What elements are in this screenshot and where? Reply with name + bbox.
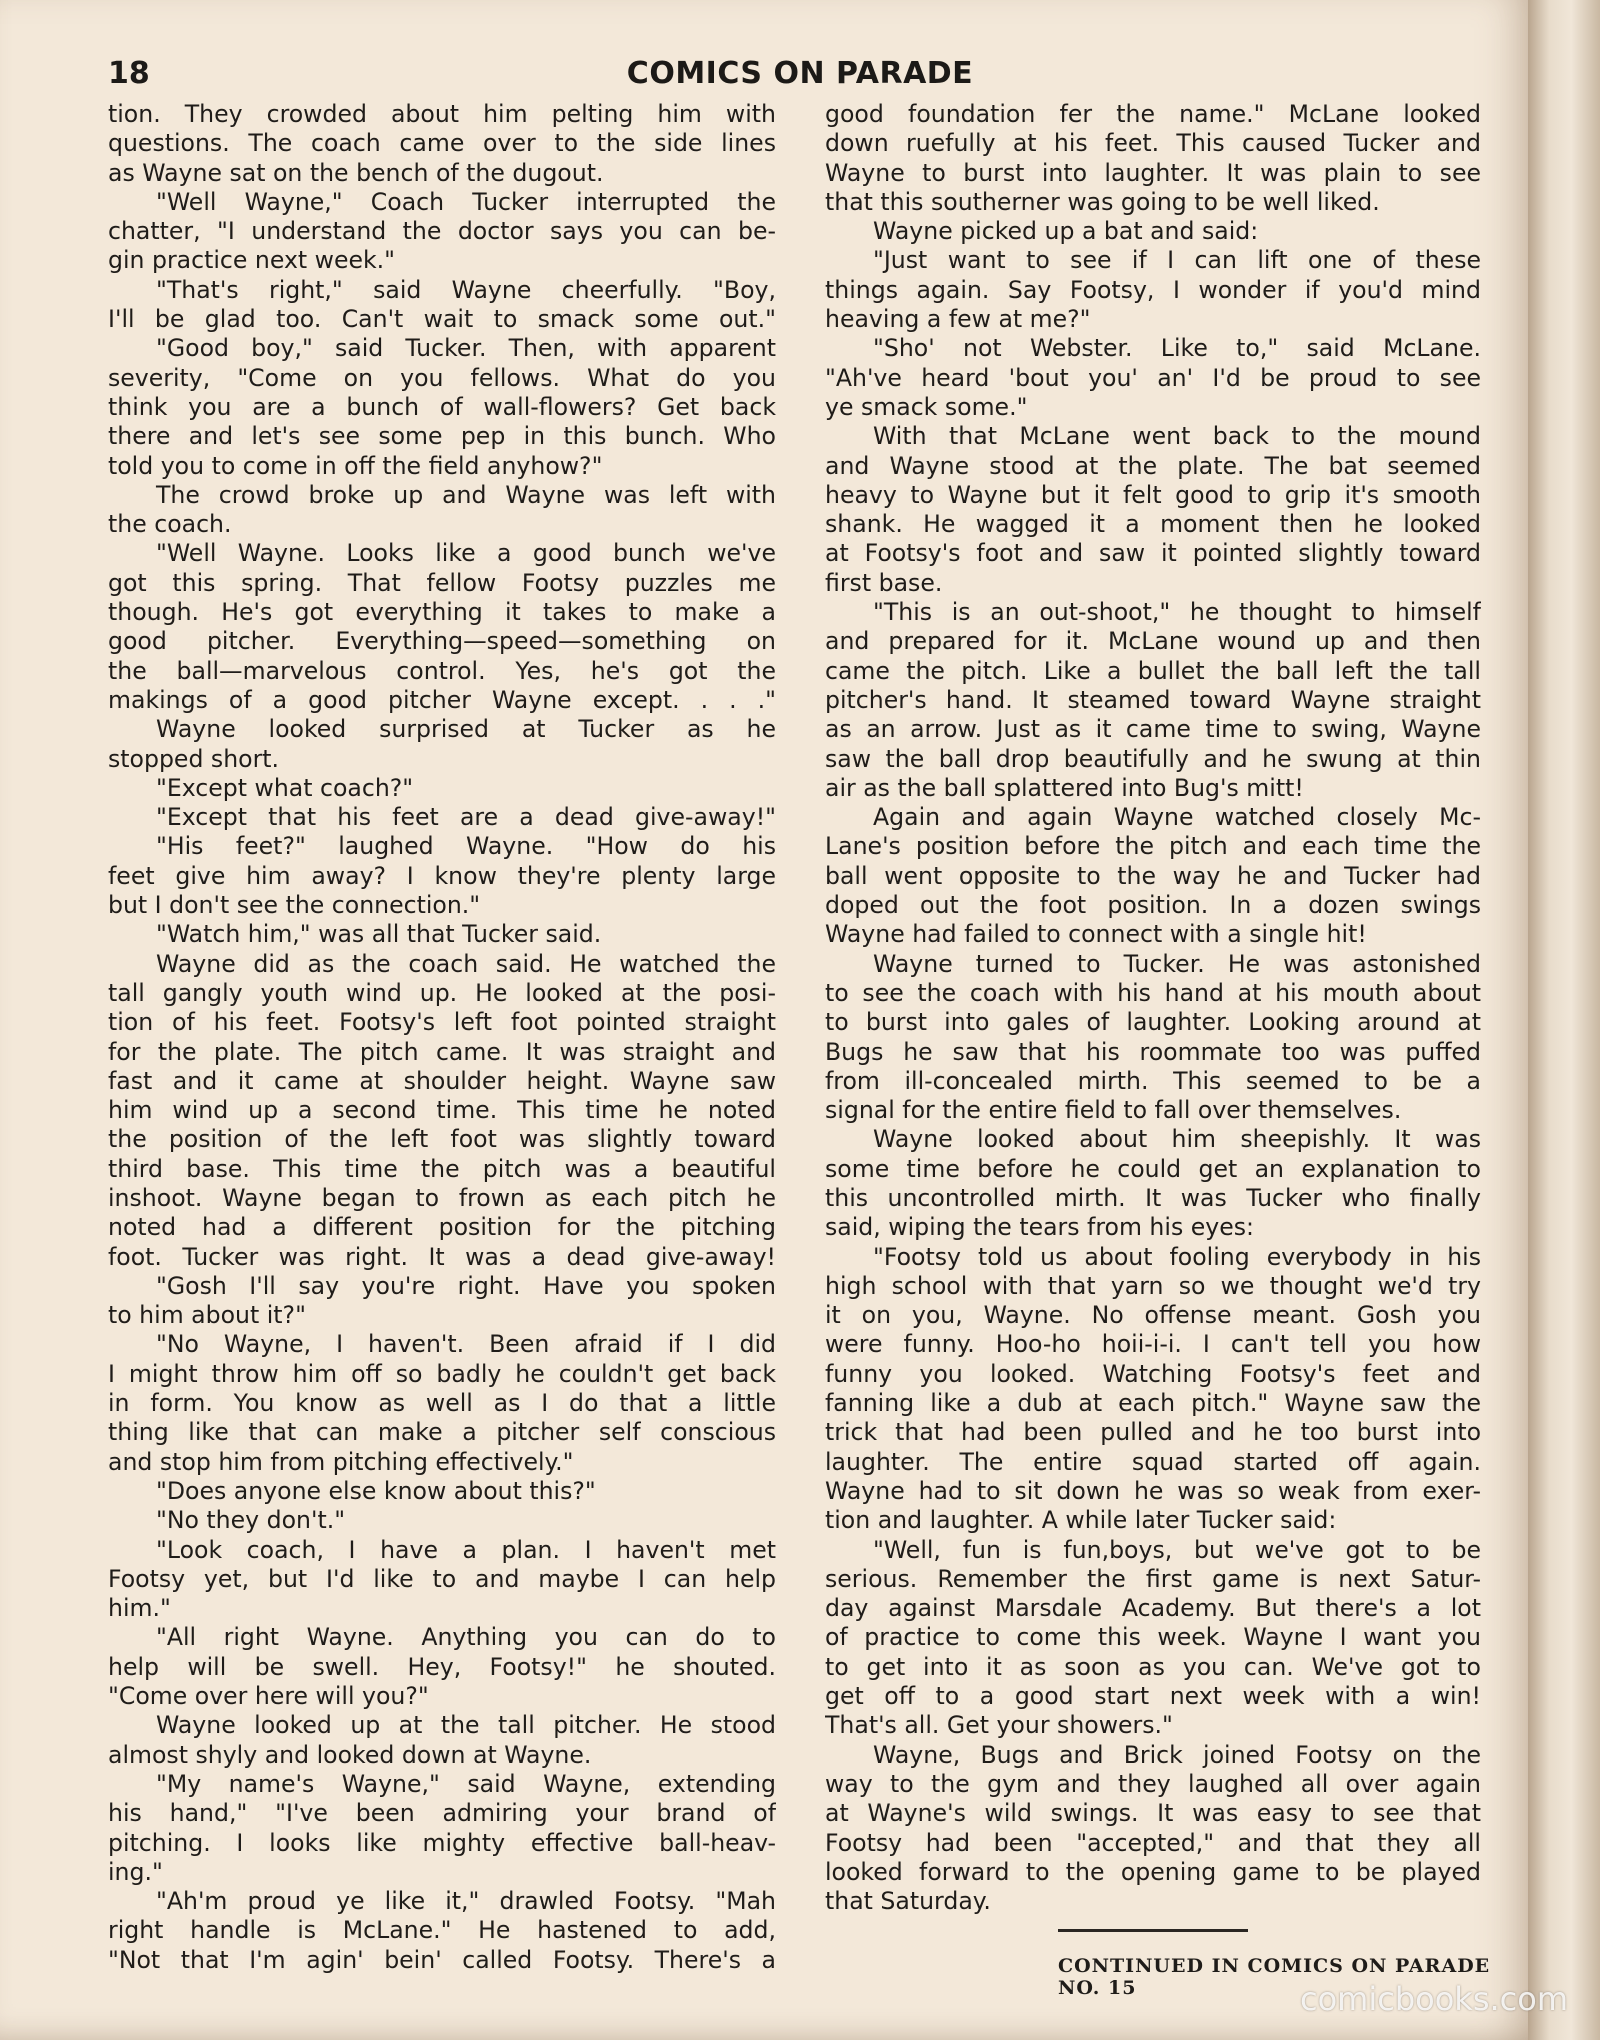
text-line: the ball—marvelous control. Yes, he's got the <box>108 656 776 685</box>
text-line: "No Wayne, I haven't. Been afraid if I did <box>156 1330 776 1359</box>
text-line: "Gosh I'll say you're right. Have you spoken <box>156 1271 776 1300</box>
text-line: Again and again Wayne watched closely Mc- <box>873 803 1481 832</box>
continued-note: CONTINUED IN COMICS ON PARADE NO. 15 <box>1058 1955 1491 1999</box>
page-number: 18 <box>108 56 150 91</box>
text-line: "His feet?" laughed Wayne. "How do his <box>156 832 776 861</box>
text-line: shank. He wagged it a moment then he looked <box>825 510 1481 539</box>
text-line: Wayne looked about him sheepishly. It was <box>873 1125 1481 1154</box>
text-line: tion and laughter. A while later Tucker said: <box>825 1506 1337 1535</box>
text-line: right handle is McLane." He hastened to add, <box>108 1916 776 1945</box>
text-line: at Footsy's foot and saw it pointed slightly toward <box>825 539 1481 568</box>
text-line: his hand," "I've been admiring your brand of <box>108 1799 776 1828</box>
text-line: Footsy yet, but I'd like to and maybe I can help <box>108 1564 776 1593</box>
text-line: him." <box>108 1594 171 1623</box>
text-line: "Except what coach?" <box>156 773 414 802</box>
text-line: good foundation fer the name." McLane looked <box>825 100 1481 128</box>
text-line: that Saturday. <box>825 1887 991 1916</box>
text-line: With that McLane went back to the mound <box>873 422 1481 451</box>
text-line: "Ah've heard 'bout you' an' I'd be proud to see <box>825 363 1481 392</box>
text-line: told you to come in off the field anyhow?" <box>108 451 603 480</box>
text-line: looked forward to the opening game to be played <box>825 1857 1481 1886</box>
text-line: and stop him from pitching effectively." <box>108 1447 574 1476</box>
text-line: "Watch him," was all that Tucker said. <box>156 920 602 949</box>
text-line: to him about it?" <box>108 1301 306 1330</box>
text-line: air as the ball splattered into Bug's mitt! <box>825 773 1304 802</box>
text-line: Wayne, Bugs and Brick joined Footsy on the <box>873 1740 1481 1769</box>
text-line: questions. The coach came over to the side lines <box>108 129 776 158</box>
text-line: first base. <box>825 568 943 597</box>
text-line: but I don't see the connection." <box>108 891 481 920</box>
text-line: for the plate. The pitch came. It was straight and <box>108 1037 776 1066</box>
text-line: him wind up a second time. This time he noted <box>108 1096 776 1125</box>
text-line: "Well Wayne," Coach Tucker interrupted the <box>156 187 776 216</box>
text-line: were funny. Hoo-ho hoii-i-i. I can't tell you how <box>825 1330 1481 1359</box>
text-line: serious. Remember the first game is next Satur- <box>825 1564 1481 1593</box>
text-line: feet give him away? I know they're plenty large <box>108 861 776 890</box>
text-line: Bugs he saw that his roommate too was puffed <box>825 1037 1481 1066</box>
watermark: comicbooks.com <box>1299 1980 1568 2018</box>
text-line: "Does anyone else know about this?" <box>156 1476 596 1505</box>
text-line: "Ah'm proud ye like it," drawled Footsy. "Mah <box>156 1887 776 1916</box>
text-line: noted had a different position for the pitching <box>108 1213 776 1242</box>
text-line: Lane's position before the pitch and each time the <box>825 832 1481 861</box>
text-line: things again. Say Footsy, I wonder if you'd mind <box>825 275 1481 304</box>
text-line: tion. They crowded about him pelting him with <box>108 100 776 128</box>
text-line: said, wiping the tears from his eyes: <box>825 1213 1254 1242</box>
text-line: Wayne had to sit down he was so weak from exer- <box>825 1476 1481 1505</box>
text-line: "Except that his feet are a dead give-away!" <box>156 803 776 832</box>
text-line: though. He's got everything it takes to make a <box>108 598 776 627</box>
text-line: "Well Wayne. Looks like a good bunch we've <box>156 539 776 568</box>
text-line: inshoot. Wayne began to frown as each pitch he <box>108 1183 776 1212</box>
text-line: signal for the entire field to fall over themselves. <box>825 1096 1402 1125</box>
text-line: "Just want to see if I can lift one of these <box>873 246 1481 275</box>
text-line: foot. Tucker was right. It was a dead give-away! <box>108 1242 776 1271</box>
text-line: tall gangly youth wind up. He looked at the posi- <box>108 978 776 1007</box>
text-line: there and let's see some pep in this bunch. Who <box>108 422 776 451</box>
text-line: way to the gym and they laughed all over again <box>825 1769 1481 1798</box>
text-line: ing." <box>108 1857 163 1886</box>
right-text-column <box>825 100 1481 1916</box>
text-line: The crowd broke up and Wayne was left with <box>156 480 776 509</box>
text-line: down ruefully at his feet. This caused Tucker and <box>825 129 1481 158</box>
text-line: heaving a few at me?" <box>825 305 1091 334</box>
text-line: "No they don't." <box>156 1506 346 1535</box>
text-line: in form. You know as well as I do that a little <box>108 1389 776 1418</box>
text-line: fanning like a dub at each pitch." Wayne saw the <box>825 1389 1481 1418</box>
text-line: high school with that yarn so we thought we'd try <box>825 1271 1481 1300</box>
text-line: Wayne to burst into laughter. It was plain to see <box>825 158 1481 187</box>
text-line: That's all. Get your showers." <box>825 1711 1173 1740</box>
text-line: I might throw him off so badly he couldn't get back <box>108 1359 776 1388</box>
text-line: to see the coach with his hand at his mouth about <box>825 978 1481 1007</box>
text-line: it on you, Wayne. No offense meant. Gosh you <box>825 1301 1481 1330</box>
text-line: Wayne did as the coach said. He watched the <box>156 949 776 978</box>
text-line: "Look coach, I have a plan. I haven't met <box>156 1535 776 1564</box>
text-line: heavy to Wayne but it felt good to grip it's smooth <box>825 480 1481 509</box>
text-line: almost shyly and looked down at Wayne. <box>108 1740 592 1769</box>
text-line: "That's right," said Wayne cheerfully. "Boy, <box>156 275 776 304</box>
text-line: funny you looked. Watching Footsy's feet and <box>825 1359 1481 1388</box>
text-line: of practice to come this week. Wayne I want you <box>825 1623 1481 1652</box>
text-line: "Footsy told us about fooling everybody in his <box>873 1242 1481 1271</box>
text-line: ball went opposite to the way he and Tucker had <box>825 861 1481 890</box>
page-edge <box>1528 0 1600 2040</box>
text-line: "Good boy," said Tucker. Then, with apparent <box>156 334 776 363</box>
text-line: and prepared for it. McLane wound up and then <box>825 627 1481 656</box>
text-line: good pitcher. Everything—speed—something on <box>108 627 776 656</box>
text-line: fast and it came at shoulder height. Wayne saw <box>108 1066 776 1095</box>
text-line: severity, "Come on you fellows. What do you <box>108 363 776 392</box>
text-line: that this southerner was going to be well liked. <box>825 187 1380 216</box>
text-line: makings of a good pitcher Wayne except. . . ." <box>108 685 776 714</box>
text-line: to burst into gales of laughter. Looking around at <box>825 1008 1481 1037</box>
left-text-column <box>108 100 776 1975</box>
text-line: "My name's Wayne," said Wayne, extending <box>156 1769 776 1798</box>
text-line: "Not that I'm agin' bein' called Footsy. There's a <box>108 1945 776 1974</box>
text-line: pitching. I looks like mighty effective ball-heav- <box>108 1828 776 1857</box>
text-line: Wayne picked up a bat and said: <box>873 217 1259 246</box>
text-line: stopped short. <box>108 744 280 773</box>
text-line: thing like that can make a pitcher self conscious <box>108 1418 776 1447</box>
text-line: and Wayne stood at the plate. The bat seemed <box>825 451 1481 480</box>
text-line: tion of his feet. Footsy's left foot pointed straight <box>108 1008 776 1037</box>
text-line: some time before he could get an explanation to <box>825 1154 1481 1183</box>
text-line: "Well, fun is fun,boys, but we've got to be <box>873 1535 1481 1564</box>
text-line: saw the ball drop beautifully and he swung at thin <box>825 744 1481 773</box>
text-line: doped out the foot position. In a dozen swings <box>825 891 1481 920</box>
text-line: pitcher's hand. It steamed toward Wayne straight <box>825 685 1481 714</box>
text-line: came the pitch. Like a bullet the ball left the tall <box>825 656 1481 685</box>
text-line: get off to a good start next week with a win! <box>825 1682 1481 1711</box>
text-line: third base. This time the pitch was a beautiful <box>108 1154 776 1183</box>
text-line: Wayne turned to Tucker. He was astonished <box>873 949 1481 978</box>
text-line: gin practice next week." <box>108 246 395 275</box>
text-line: Wayne looked up at the tall pitcher. He stood <box>156 1711 776 1740</box>
text-line: Footsy had been "accepted," and that they all <box>825 1828 1481 1857</box>
text-line: this uncontrolled mirth. It was Tucker who finally <box>825 1183 1481 1212</box>
text-line: Wayne had failed to connect with a single hit! <box>825 920 1367 949</box>
text-line: the coach. <box>108 510 232 539</box>
text-line: "Sho' not Webster. Like to," said McLane. <box>873 334 1481 363</box>
text-line: I'll be glad too. Can't wait to smack some out." <box>108 305 776 334</box>
text-line: chatter, "I understand the doctor says you can be- <box>108 217 776 246</box>
text-line: got this spring. That fellow Footsy puzzles me <box>108 568 776 597</box>
text-line: as an arrow. Just as it came time to swing, Wayne <box>825 715 1481 744</box>
running-head-title: COMICS ON PARADE <box>626 56 974 91</box>
text-line: Wayne looked surprised at Tucker as he <box>156 715 776 744</box>
text-line: ye smack some." <box>825 392 1028 421</box>
text-line: laughter. The entire squad started off again. <box>825 1447 1481 1476</box>
text-line: "Come over here will you?" <box>108 1682 429 1711</box>
text-line: day against Marsdale Academy. But there's a lot <box>825 1594 1481 1623</box>
text-line: from ill-concealed mirth. This seemed to be a <box>825 1066 1481 1095</box>
text-line: the position of the left foot was slightly toward <box>108 1125 776 1154</box>
text-line: at Wayne's wild swings. It was easy to see that <box>825 1799 1481 1828</box>
text-line: help will be swell. Hey, Footsy!" he shouted. <box>108 1652 776 1681</box>
text-line: as Wayne sat on the bench of the dugout. <box>108 158 604 187</box>
text-line: think you are a bunch of wall-flowers? Get back <box>108 392 776 421</box>
text-line: "All right Wayne. Anything you can do to <box>156 1623 776 1652</box>
text-line: trick that had been pulled and he too burst into <box>825 1418 1481 1447</box>
text-line: "This is an out-shoot," he thought to himself <box>873 598 1481 627</box>
text-line: to get into it as soon as you can. We've got to <box>825 1652 1481 1681</box>
section-divider-rule <box>1058 1929 1248 1932</box>
